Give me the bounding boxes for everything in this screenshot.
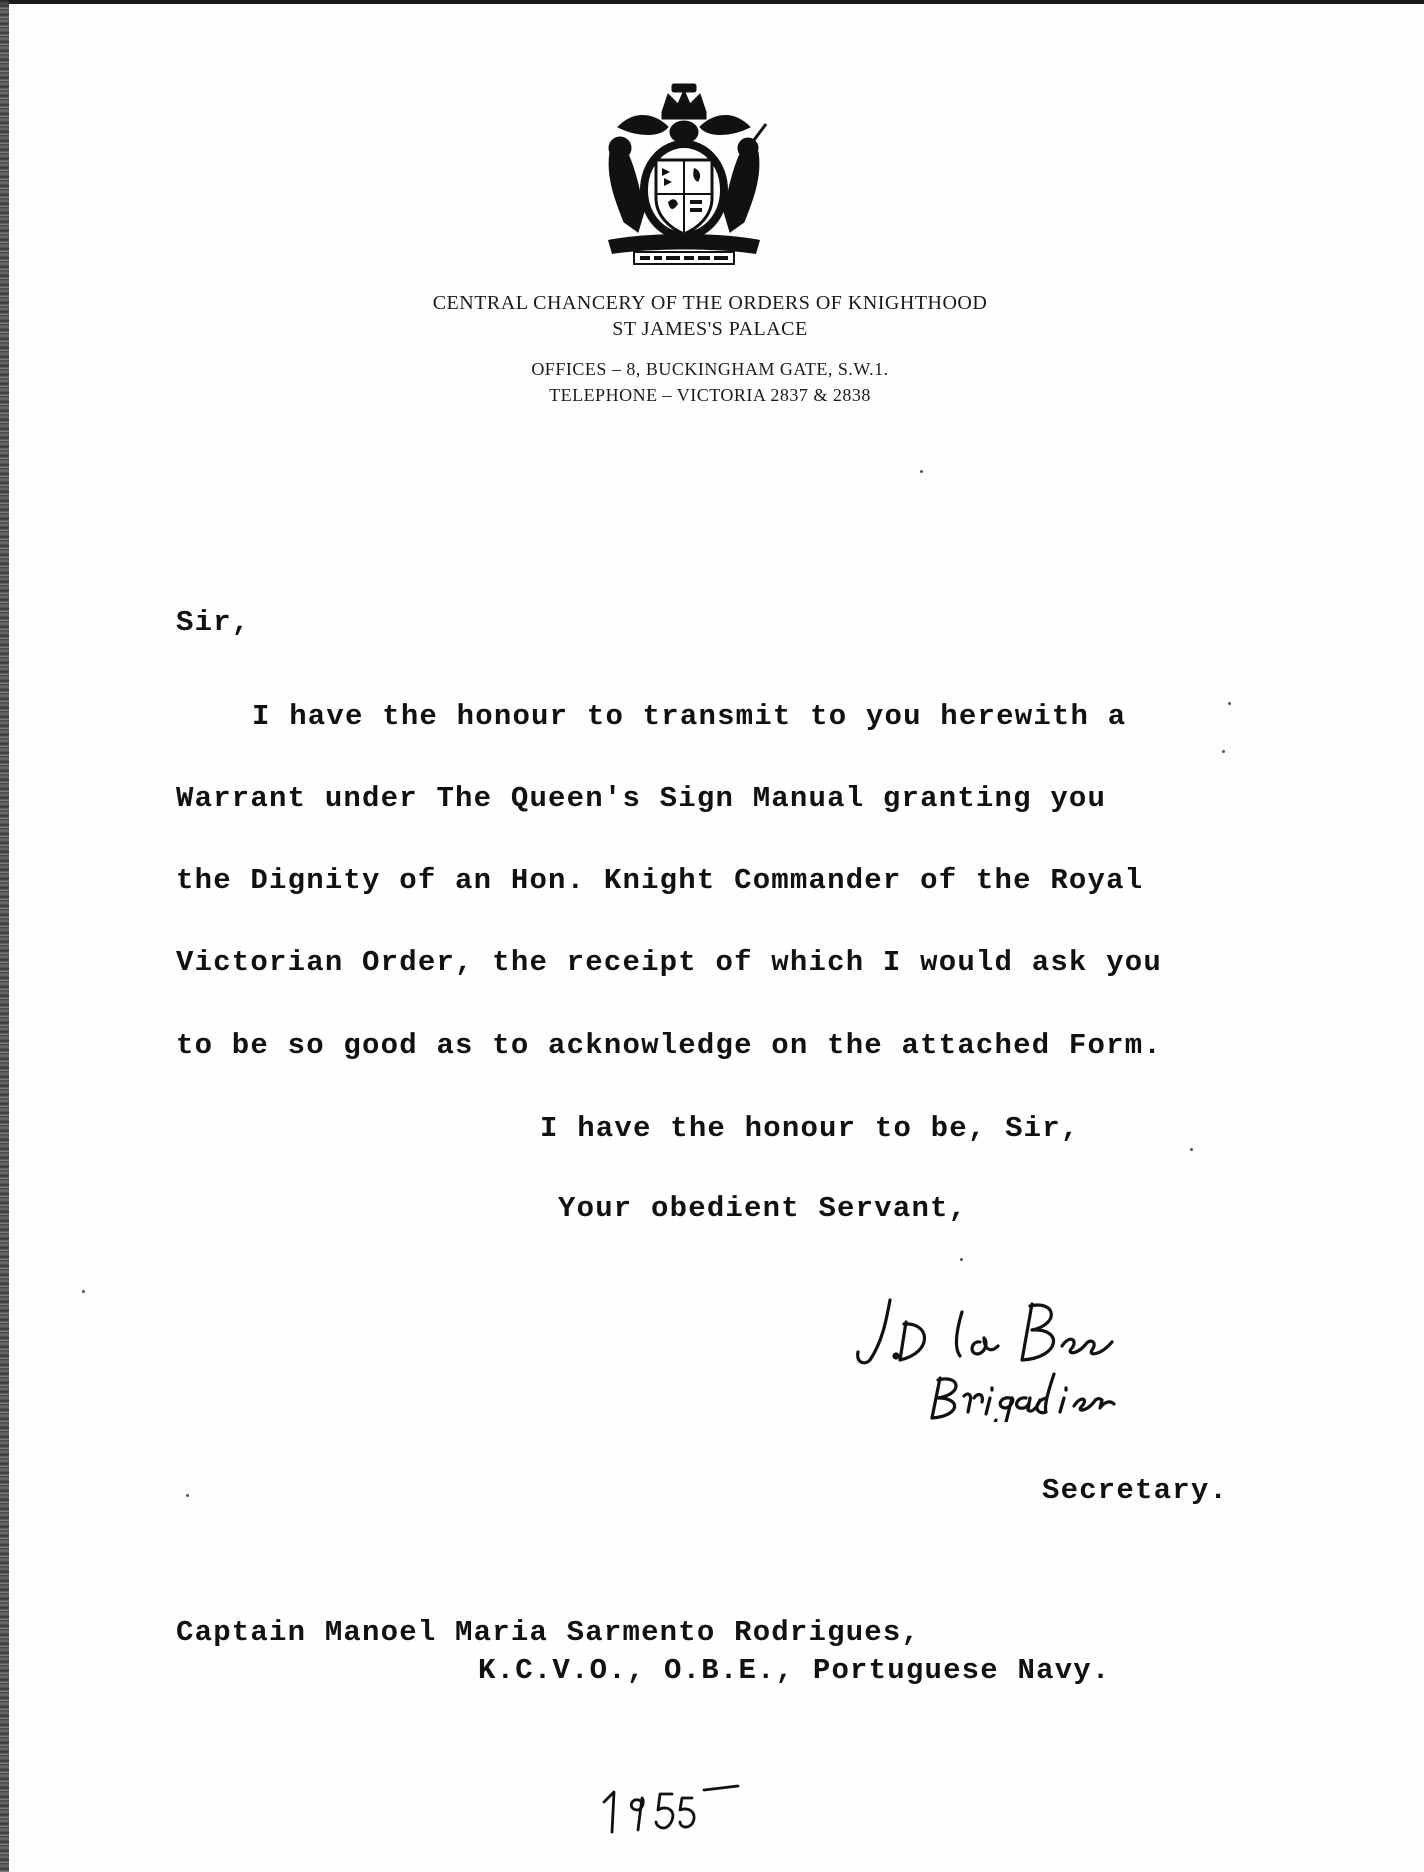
letterhead-office-name: CENTRAL CHANCERY OF THE ORDERS OF KNIGHTHOOD bbox=[432, 292, 988, 314]
scan-speck bbox=[82, 1290, 85, 1293]
signatory-title: Secretary. bbox=[1042, 1474, 1229, 1507]
letterhead bbox=[300, 290, 1120, 408]
scan-speck bbox=[186, 1494, 189, 1497]
handwritten-year bbox=[598, 1780, 748, 1840]
body-line: the Dignity of an Hon. Knight Commander of the Royal bbox=[176, 864, 1144, 897]
body-line: Victorian Order, the receipt of which I would ask you bbox=[176, 946, 1162, 979]
addressee-honours: K.C.V.O., O.B.E., Portuguese Navy. bbox=[478, 1654, 1111, 1687]
salutation: Sir, bbox=[176, 606, 251, 639]
letterhead-telephone: TELEPHONE – VICTORIA 2837 & 2838 bbox=[549, 385, 871, 405]
letterhead-palace: ST JAMES'S PALACE bbox=[612, 318, 808, 340]
addressee-name: Captain Manoel Maria Sarmento Rodrigues, bbox=[176, 1616, 921, 1649]
scan-top-edge bbox=[0, 0, 1424, 4]
body-line: to be so good as to acknowledge on the attached Form. bbox=[176, 1029, 1162, 1062]
handwritten-signature bbox=[850, 1282, 1150, 1422]
closing-line: I have the honour to be, Sir, bbox=[540, 1112, 1080, 1145]
scan-speck bbox=[960, 1258, 963, 1261]
scan-speck bbox=[1190, 1148, 1193, 1151]
closing-line: Your obedient Servant, bbox=[558, 1192, 968, 1225]
body-line: I have the honour to transmit to you herewith a bbox=[252, 700, 1127, 733]
scan-speck bbox=[1222, 750, 1225, 753]
letterhead-address: OFFICES – 8, BUCKINGHAM GATE, S.W.1. bbox=[531, 359, 889, 379]
body-line: Warrant under The Queen's Sign Manual granting you bbox=[176, 782, 1107, 815]
royal-coat-of-arms-icon bbox=[598, 82, 770, 268]
scan-speck bbox=[1228, 702, 1231, 705]
scan-speck bbox=[920, 470, 923, 473]
scan-left-edge bbox=[0, 0, 9, 1872]
